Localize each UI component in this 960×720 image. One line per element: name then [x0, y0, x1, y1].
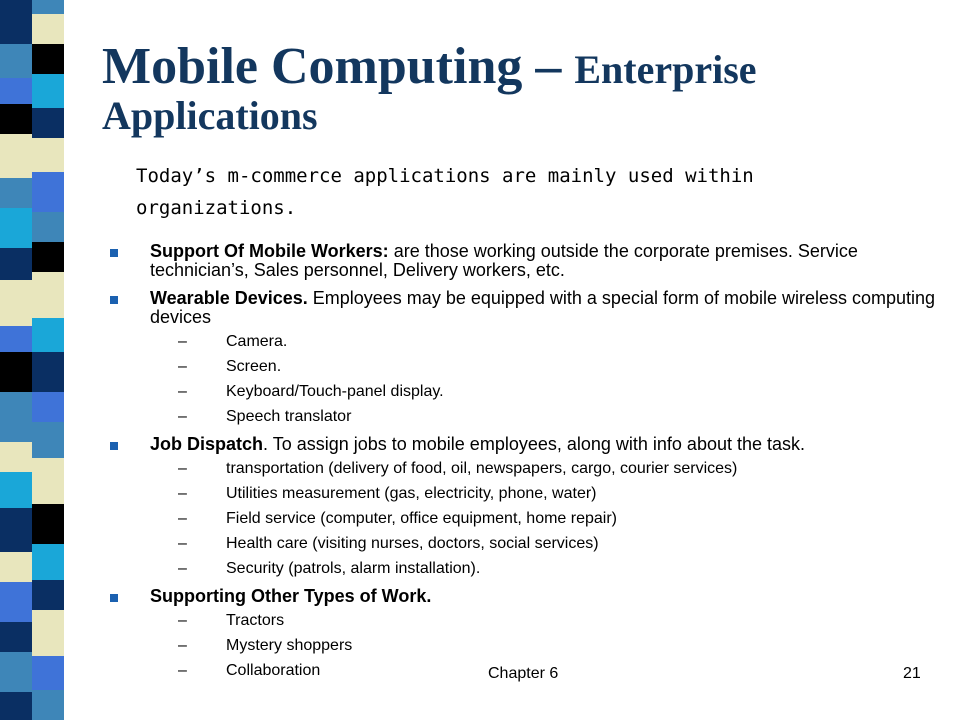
strip-block	[32, 610, 64, 656]
strip-block	[32, 172, 64, 212]
sub-bullet-text: Tractors	[226, 612, 285, 629]
sub-bullet-text: Health care (visiting nurses, doctors, social services)	[226, 535, 599, 552]
dash-marker: –	[178, 560, 187, 577]
strip-block	[32, 422, 64, 458]
sub-bullet-item	[150, 460, 940, 478]
strip-block	[0, 248, 32, 280]
sub-bullet-text: Utilities measurement (gas, electricity, phone, water)	[226, 485, 597, 502]
dash-marker: –	[178, 408, 187, 425]
dash-marker: –	[178, 662, 187, 679]
strip-column-3	[64, 0, 88, 720]
strip-block	[0, 280, 32, 326]
footer-page-number: 21	[903, 665, 921, 682]
strip-block	[0, 622, 32, 652]
square-bullet-icon	[110, 296, 118, 304]
square-bullet-icon	[110, 594, 118, 602]
strip-block	[32, 242, 64, 272]
title-sub: Enterprise Applications	[102, 47, 757, 138]
strip-block	[0, 178, 32, 208]
strip-block	[32, 458, 64, 504]
dash-marker: –	[178, 383, 187, 400]
strip-block	[32, 392, 64, 422]
strip-column-2	[32, 0, 64, 720]
decorative-side-strip	[0, 0, 100, 720]
strip-block	[32, 74, 64, 108]
slide-title	[102, 40, 922, 137]
sub-bullet-item	[150, 333, 940, 351]
dash-marker: –	[178, 460, 187, 477]
sub-bullet-list	[150, 460, 940, 578]
bullet-text: . To assign jobs to mobile employees, along with info about the task.	[263, 434, 806, 454]
sub-bullet-item	[150, 637, 940, 655]
sub-bullet-text: Mystery shoppers	[226, 637, 353, 654]
bullet-item	[110, 435, 940, 578]
strip-block	[0, 208, 32, 248]
strip-block	[0, 582, 32, 622]
strip-column-1	[0, 0, 32, 720]
strip-block	[32, 318, 64, 352]
bullet-text: are those working outside the corporate premises. Service technician’s, Sales personnel, Delivery workers, etc.	[150, 241, 858, 280]
sub-bullet-item	[150, 560, 940, 578]
strip-block	[32, 690, 64, 720]
bullet-lead: Support Of Mobile Workers:	[150, 241, 389, 261]
strip-block	[0, 134, 32, 178]
bullet-lead: Supporting Other Types of Work.	[150, 586, 432, 606]
dash-marker: –	[178, 333, 187, 350]
sub-bullet-list	[150, 333, 940, 426]
strip-block	[0, 392, 32, 442]
strip-block	[32, 504, 64, 544]
strip-block	[0, 508, 32, 552]
dash-marker: –	[178, 612, 187, 629]
strip-block	[32, 0, 64, 14]
strip-block	[32, 272, 64, 318]
sub-bullet-text: Security (patrols, alarm installation).	[226, 560, 481, 577]
strip-block	[0, 442, 32, 472]
strip-block	[64, 0, 88, 720]
strip-block	[0, 692, 32, 720]
dash-marker: –	[178, 485, 187, 502]
strip-block	[0, 552, 32, 582]
strip-block	[0, 352, 32, 392]
sub-bullet-item	[150, 383, 940, 401]
sub-bullet-text: Camera.	[226, 333, 288, 350]
bullet-lead: Job Dispatch	[150, 434, 264, 454]
dash-marker: –	[178, 637, 187, 654]
strip-block	[32, 14, 64, 44]
strip-block	[32, 656, 64, 690]
intro-text: Today’s m-commerce applications are mainly used within organizations.	[136, 165, 754, 219]
strip-block	[0, 652, 32, 692]
sub-bullet-text: transportation (delivery of food, oil, newspapers, cargo, courier services)	[226, 460, 738, 477]
strip-block	[0, 0, 32, 44]
strip-block	[0, 472, 32, 508]
bullet-item	[110, 242, 940, 280]
sub-bullet-item	[150, 510, 940, 528]
sub-bullet-text: Screen.	[226, 358, 282, 375]
strip-block	[0, 326, 32, 352]
sub-bullet-text: Collaboration	[226, 662, 321, 679]
bullet-lead: Wearable Devices.	[150, 288, 308, 308]
strip-block	[32, 108, 64, 138]
sub-bullet-item	[150, 408, 940, 426]
dash-marker: –	[178, 510, 187, 527]
strip-block	[32, 44, 64, 74]
square-bullet-icon	[110, 442, 118, 450]
sub-bullet-item	[150, 612, 940, 630]
sub-bullet-text: Field service (computer, office equipment, home repair)	[226, 510, 617, 527]
footer-chapter: Chapter 6	[488, 665, 559, 682]
sub-bullet-item	[150, 485, 940, 503]
dash-marker: –	[178, 358, 187, 375]
sub-bullet-text: Keyboard/Touch-panel display.	[226, 383, 444, 400]
dash-marker: –	[178, 535, 187, 552]
bullet-text: Employees may be equipped with a special form of mobile wireless computing devices	[150, 288, 936, 327]
strip-block	[32, 138, 64, 172]
strip-block	[32, 544, 64, 580]
strip-block	[0, 104, 32, 134]
sub-bullet-text: Speech translator	[226, 408, 352, 425]
sub-bullet-item	[150, 358, 940, 376]
strip-block	[0, 44, 32, 78]
strip-block	[0, 78, 32, 104]
title-main: Mobile Computing	[102, 38, 523, 95]
bullet-item	[110, 289, 940, 426]
strip-block	[32, 212, 64, 242]
sub-bullet-item	[150, 535, 940, 553]
square-bullet-icon	[110, 249, 118, 257]
title-dash: –	[522, 38, 575, 95]
strip-block	[32, 580, 64, 610]
strip-block	[32, 352, 64, 392]
bullet-list	[110, 242, 940, 689]
